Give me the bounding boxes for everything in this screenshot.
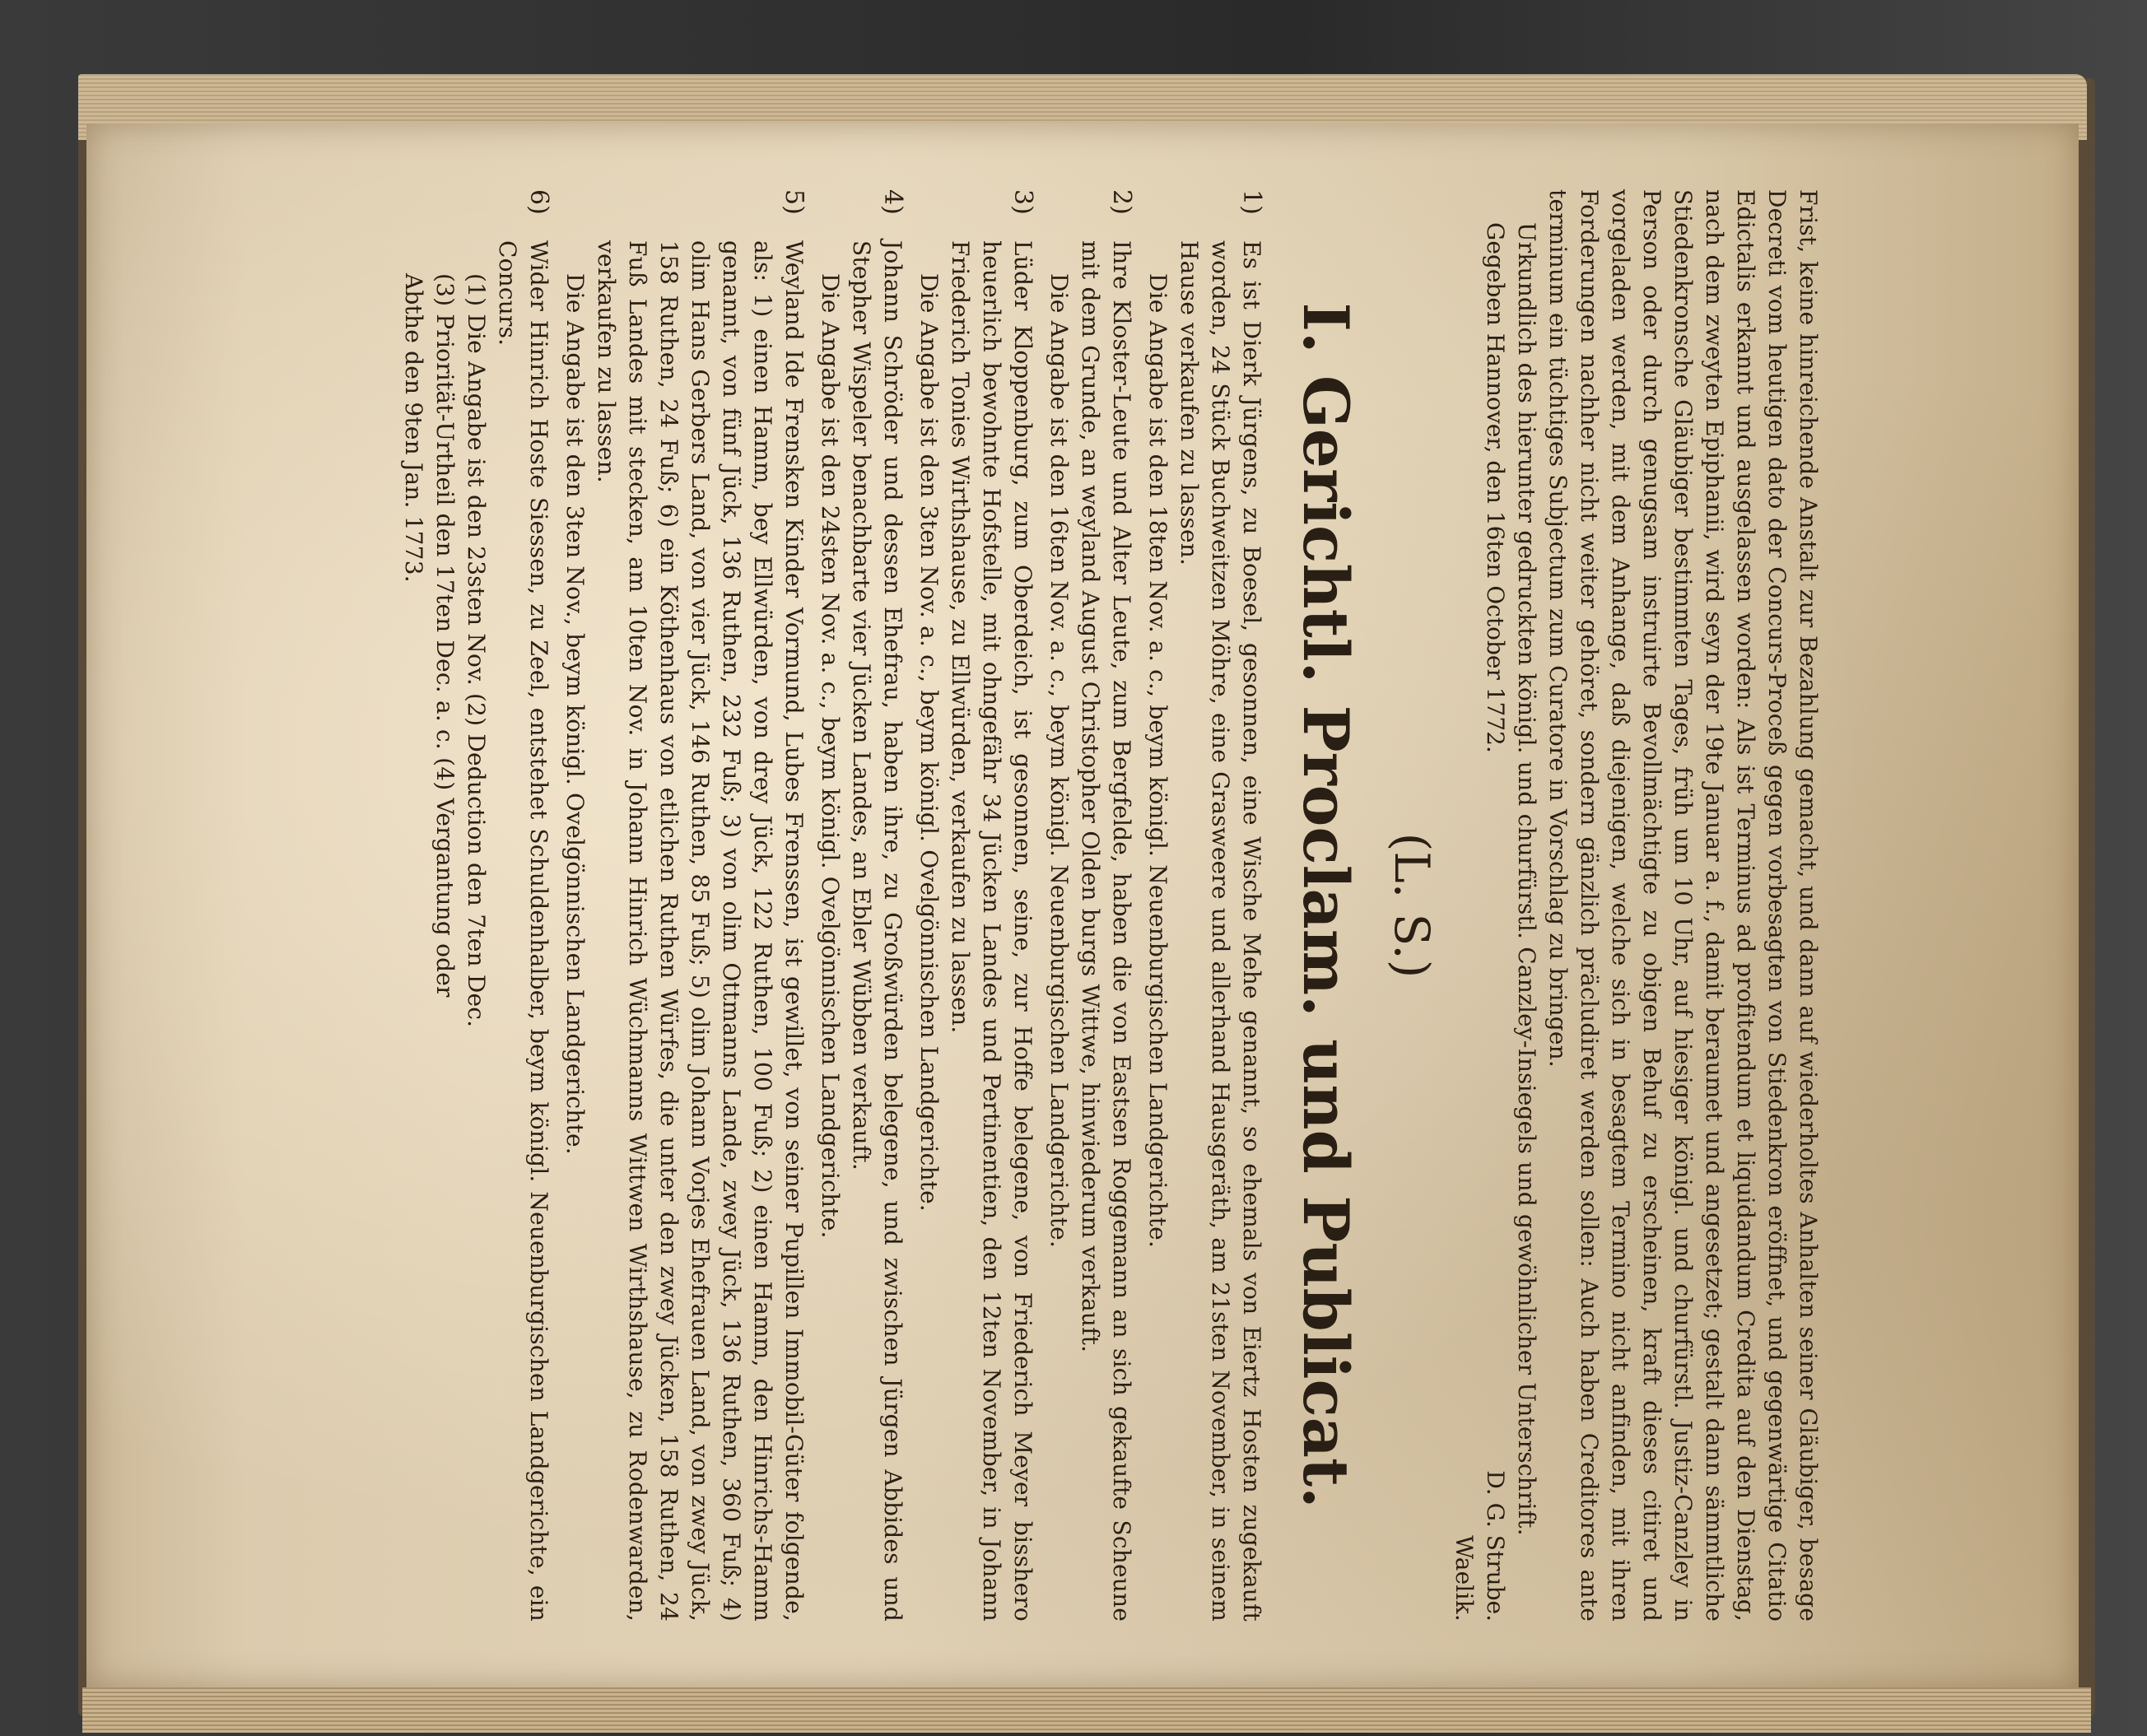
entry-body [1043, 240, 1137, 1622]
signer-name: D. G. Strube. [1482, 1470, 1509, 1622]
entry-number: 1) [1237, 189, 1266, 215]
rotated-text-block [342, 189, 1823, 1622]
book-page [86, 123, 2079, 1687]
entry-number: 6) [524, 189, 553, 215]
list-item [913, 189, 1038, 1622]
entry-body [559, 240, 809, 1622]
witness-name: Waelik. [1451, 1535, 1478, 1622]
entry-text: Ihre Kloster-Leute und Alter Leute, zum Bergfelde, haben die von Eastsen Roggemann an sich gekaufte Scheune mit dem Grunde, an weyland August Christopher Olden burgs Wittwe, hinwiederum verkauft. [1077, 240, 1135, 1622]
entry-note: Die Angabe ist den 18ten Nov. a. c., beym königl. Neuenburgischen Landgerichte. [1144, 273, 1171, 1249]
attestation-text: Urkundlich des hierunter gedruckten königl. und churfürstl. Canzley-Insiegels und gewöhnlicher Unterschrift. [1513, 222, 1540, 1536]
entry-number: 2) [1107, 189, 1136, 215]
entry-body [814, 240, 908, 1622]
intro-paragraph: Frist, keine hinreichende Anstalt zur Bezahlung gemacht, und dann auf wiederholtes Anhalten seiner Gläubiger, besage Decreti vom heutigen dato der Concurs-Proceß gegen vorbesagten von Stiedenkron eröffnet, und gegenwärtige Citatio Edictalis erkannt und ausgelassen worden: Als ist Terminus ad profitendum et liquidandum Credita auf den Dienstag, nach dem zweyten Epiphanii, wird seyn der 19te Januar a. f., damit beraumet und angesetzet; gestalt dann sämmtliche Stiedenkronsche Gläubiger bestimmten Tages, früh um 10 Uhr, auf hiesiger königl. und churfürstl. Justiz-Canzley in Person oder durch genugsam instruirte Bevollmächtigte zu obigen Behuf zu erscheinen, kraft dieses citiret und vorgeladen werden, mit dem Anhange, daß diejenigen, welche sich in besagtem Termino nicht anfinden, mit ihren Forderungen nachher nicht weiter gehöret, sondern gänzlich präcludiret werden sollen: Auch haben Creditores ante terminum ein tüchtiges Subjectum zum Curatore in Vorschlag zu bringen. [1544, 189, 1822, 1622]
list-item [559, 189, 809, 1622]
page-edges-bottom [82, 1687, 2091, 1733]
entry-item: (3) Priorität-Urtheil den 17ten Dec. a. c. (4) Vergantung oder [431, 273, 459, 998]
entry-text: Lüder Kloppenburg, zum Oberdeich, ist gesonnen, seine, zur Hoffe belegene, von Friederich Meyer bisshero heuerlich bewohnte Hofstelle, mit ohngefähr 34 Jücken Landes und Pertinentien, den 12ten November, in Johann Friederich Tonies Wirthshause, zu Ellwürden, verkaufen zu lassen. [947, 240, 1036, 1622]
entry-note: Die Angabe ist den 3ten Nov., beym königl. Ovelgönnischen Landgerichte. [561, 273, 589, 1155]
entry-body [913, 240, 1038, 1622]
given-date: Gegeben Hannover, den 16ten October 1772. [1482, 222, 1509, 753]
entry-text: Wider Hinrich Hoste Siessen, zu Zeel, entstehet Schuldenhalber, beym königl. Neuenburgischen Landgerichte, ein Concurs. [494, 240, 552, 1622]
entry-text: Es ist Dierk Jürgens, zu Boesel, gesonnen, eine Wische Mehe genannt, so ehemals von Eiertz Hosten zugekauft worden, 24 Stück Buchweitzen Möhre, eine Grasweere und allerhand Hausgeräth, am 21sten November, in seinem Hause verkaufen zu lassen. [1176, 240, 1265, 1622]
entry-text: Johann Schröder und dessen Ehefrau, haben ihre, zu Großwürden belegene, und zwischen Jürgen Abbides und Stepher Wispeler benachbarte vier Jücken Landes, an Ebler Wübben verkauft. [848, 240, 906, 1622]
entry-item: Abthe den 9ten Jan. 1773. [400, 273, 427, 583]
entry-note: Die Angabe ist den 24sten Nov. a. c., beym königl. Ovelgönnischen Landgerichte. [817, 273, 844, 1239]
entry-body [1142, 240, 1267, 1622]
list-item [1142, 189, 1267, 1622]
list-item [1043, 189, 1137, 1622]
entry-item: (1) Die Angabe ist den 23sten Nov. (2) Deduction den 7ten Dec. [463, 273, 490, 1028]
entry-number: 5) [780, 189, 808, 215]
signature-row [1479, 189, 1511, 1622]
entry-number: 4) [878, 189, 907, 215]
entry-text: Weyland Ide Frensken Kinder Vormund, Lubes Frenssen, ist gewillet, von seiner Pupillen Immobil-Güter folgende, als: 1) einen Hamm, bey Ellwürden, von drey Jück, 122 Ruthen, 100 Fuß; 2) einen Hamm, den Hinrichs-Hamm genannt, von fünf Jück, 136 Ruthen, 232 Fuß; 3) von olim Ottmanns Lande, zwey Jück, 136 Ruthen, 360 Fuß; 4) olim Hans Gerbers Land, von vier Jück, 146 Ruthen, 85 Fuß; 5) olim Johann Vorjes Ehefrauen Land, von zwey Jück, 158 Ruthen, 24 Fuß; 6) ein Köthenhaus von etlichen Ruthen Würfes, die unter den zwey Jücken, 158 Ruthen, 24 Fuß Landes mit stecken, am 10ten Nov. in Johann Hinrich Wüchmanns Wittwen Wirthshause, zu Rodenwarden, verkaufen zu lassen. [593, 240, 808, 1622]
text-column [342, 189, 1823, 1622]
list-item [398, 189, 554, 1622]
section-title: I. Gerichtl. Proclam. und Publicat. [1289, 302, 1362, 1509]
entry-number: 3) [1008, 189, 1037, 215]
entry-note: Die Angabe ist den 3ten Nov. a. c., beym königl. Ovelgönnischen Landgerichte. [915, 273, 943, 1212]
list-item [814, 189, 908, 1622]
entry-body [398, 240, 554, 1622]
seal-mark: (L. S.) [1384, 832, 1440, 979]
entry-note: Die Angabe ist den 16ten Nov. a. c., beym königl. Neuenburgischen Landgerichte. [1046, 273, 1073, 1249]
